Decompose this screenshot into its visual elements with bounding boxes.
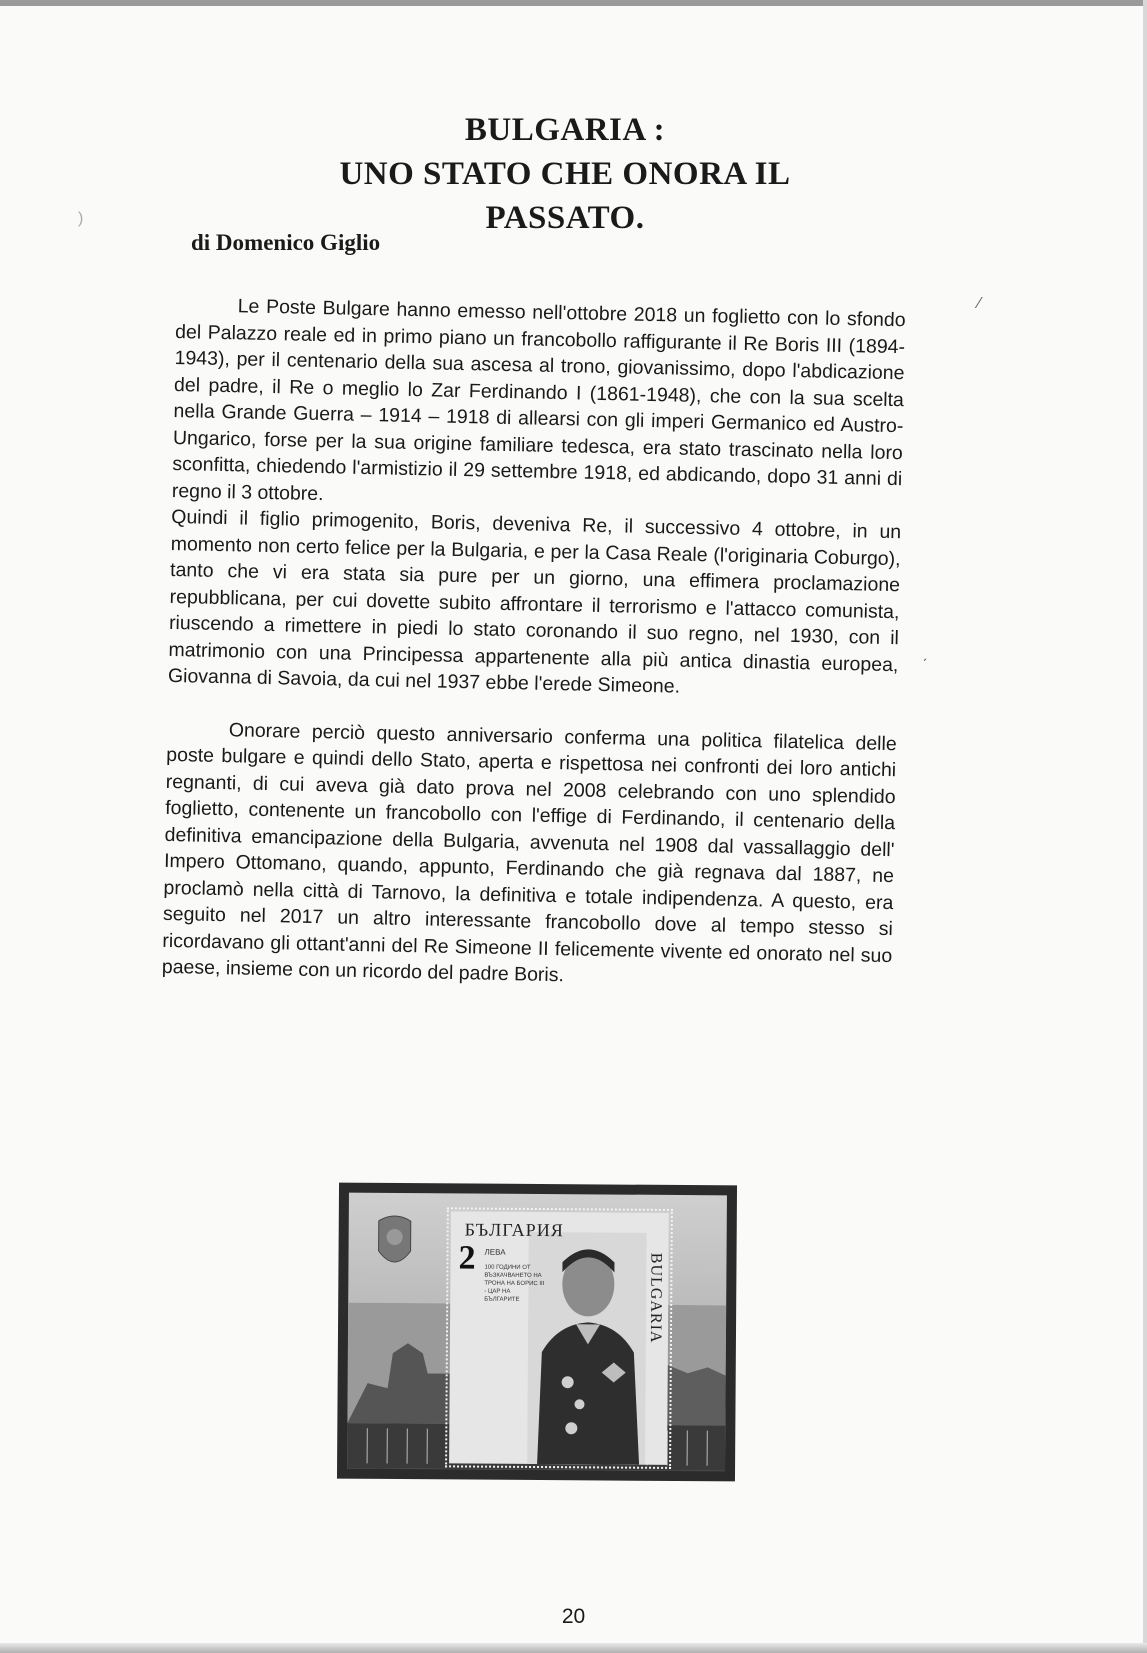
postage-stamp xyxy=(449,1211,669,1465)
scan-edge-bottom xyxy=(0,1643,1147,1653)
stamp-country-cyrillic: БЪЛГАРИЯ xyxy=(464,1219,564,1241)
page-number: 20 xyxy=(561,1605,586,1628)
paragraph-2: Quindi il figlio primogenito, Boris, deveniva Re, il successivo 4 ottobre, in un momento non certo felice per la Bulgaria, e per la Casa Reale (l'originaria Coburgo), tanto che vi era stata sia pure per un giorno, una effimera proclamazione repubblicana, per cui dovette subito affrontare il terrorismo e l'attacco comunista, riuscendo a rimettere in piedi lo stato coronando il suo regno, nel 1930, con il matrimonio con una Principessa appartenente alla più antica dinastia europea, Giovanna di Savoia, da cui nel 1937 ebbe l'erede Simeone. xyxy=(167,505,902,698)
scan-edge-top xyxy=(0,0,1147,6)
title-line-3: PASSATO. xyxy=(485,200,645,236)
article-body xyxy=(162,292,906,996)
paragraph-3: Onorare perciò questo anniversario conferma una politica filatelica delle poste bulgare e quindi dello Stato, aperta e rispettosa nei confronti dei loro antichi regnanti, di cui aveva già dato prova nel 2008 celebrando con uno splendido foglietto, contenente un francobollo con l'effige di Ferdinando, il centenario della definitiva emancipazione della Bulgaria, avvenuta nel 1908 dal vassallaggio dell' Impero Ottomano, quando, appunto, Ferdinando che già regnava dal 1887, ne proclamò nella città di Tarnovo, la definitiva e totale indipendenza. A questo, era seguito nel 2017 un altro interessante francobollo dove al tempo stesso si ricordavano gli ottant'anni del Re Simeone II felicemente vivente ed onorato nel suo paese, insieme con un ricordo del padre Boris. xyxy=(161,718,897,987)
title-line-2: UNO STATO CHE ONORA IL xyxy=(339,156,791,192)
article-author: di Domenico Giglio xyxy=(191,230,381,255)
title-line-1: BULGARIA : xyxy=(464,112,666,148)
scan-edge-right xyxy=(1143,0,1147,1653)
paragraph-1: Le Poste Bulgare hanno emesso nell'ottobre 2018 un foglietto con lo sfondo del Palazzo reale ed in primo piano un francobollo raffigurante il Re Boris III (1894-1943), per il centenario della sua ascesa al trono, giovanissimo, dopo l'abdicazione del padre, il Re o meglio lo Zar Ferdinando I (1861-1948), che con la sua scelta nella Grande Guerra – 1914 – 1918 di allearsi con gli imperi Germanico ed Austro-Ungarico, forse per la sua origine familiare tedesca, era stato trascinato nella loro sconfitta, chiedendo l'armistizio il 29 settembre 1918, ed abdicando, dopo 31 anni di regno il 3 ottobre. xyxy=(171,295,906,505)
stamp-face-value: 2 xyxy=(458,1239,476,1277)
article-title xyxy=(150,108,980,240)
scan-speck: ) xyxy=(78,210,84,227)
stamp-caption: 100 ГОДИНИ ОТ ВЪЗКАЧВАНЕТО НА ТРОНА НА БОРИС III - ЦАР НА БЪЛГАРИТЕ xyxy=(484,1264,545,1303)
scan-speck: ˏ xyxy=(922,645,928,662)
scan-speck: ⁄ xyxy=(978,295,981,312)
stamp-currency-unit: ЛЕВА xyxy=(484,1247,506,1257)
stamp-country-latin: BULGARIA xyxy=(646,1252,665,1344)
souvenir-sheet-background xyxy=(347,1193,727,1472)
coat-of-arms-icon xyxy=(372,1211,416,1275)
souvenir-sheet-image xyxy=(337,1183,737,1482)
